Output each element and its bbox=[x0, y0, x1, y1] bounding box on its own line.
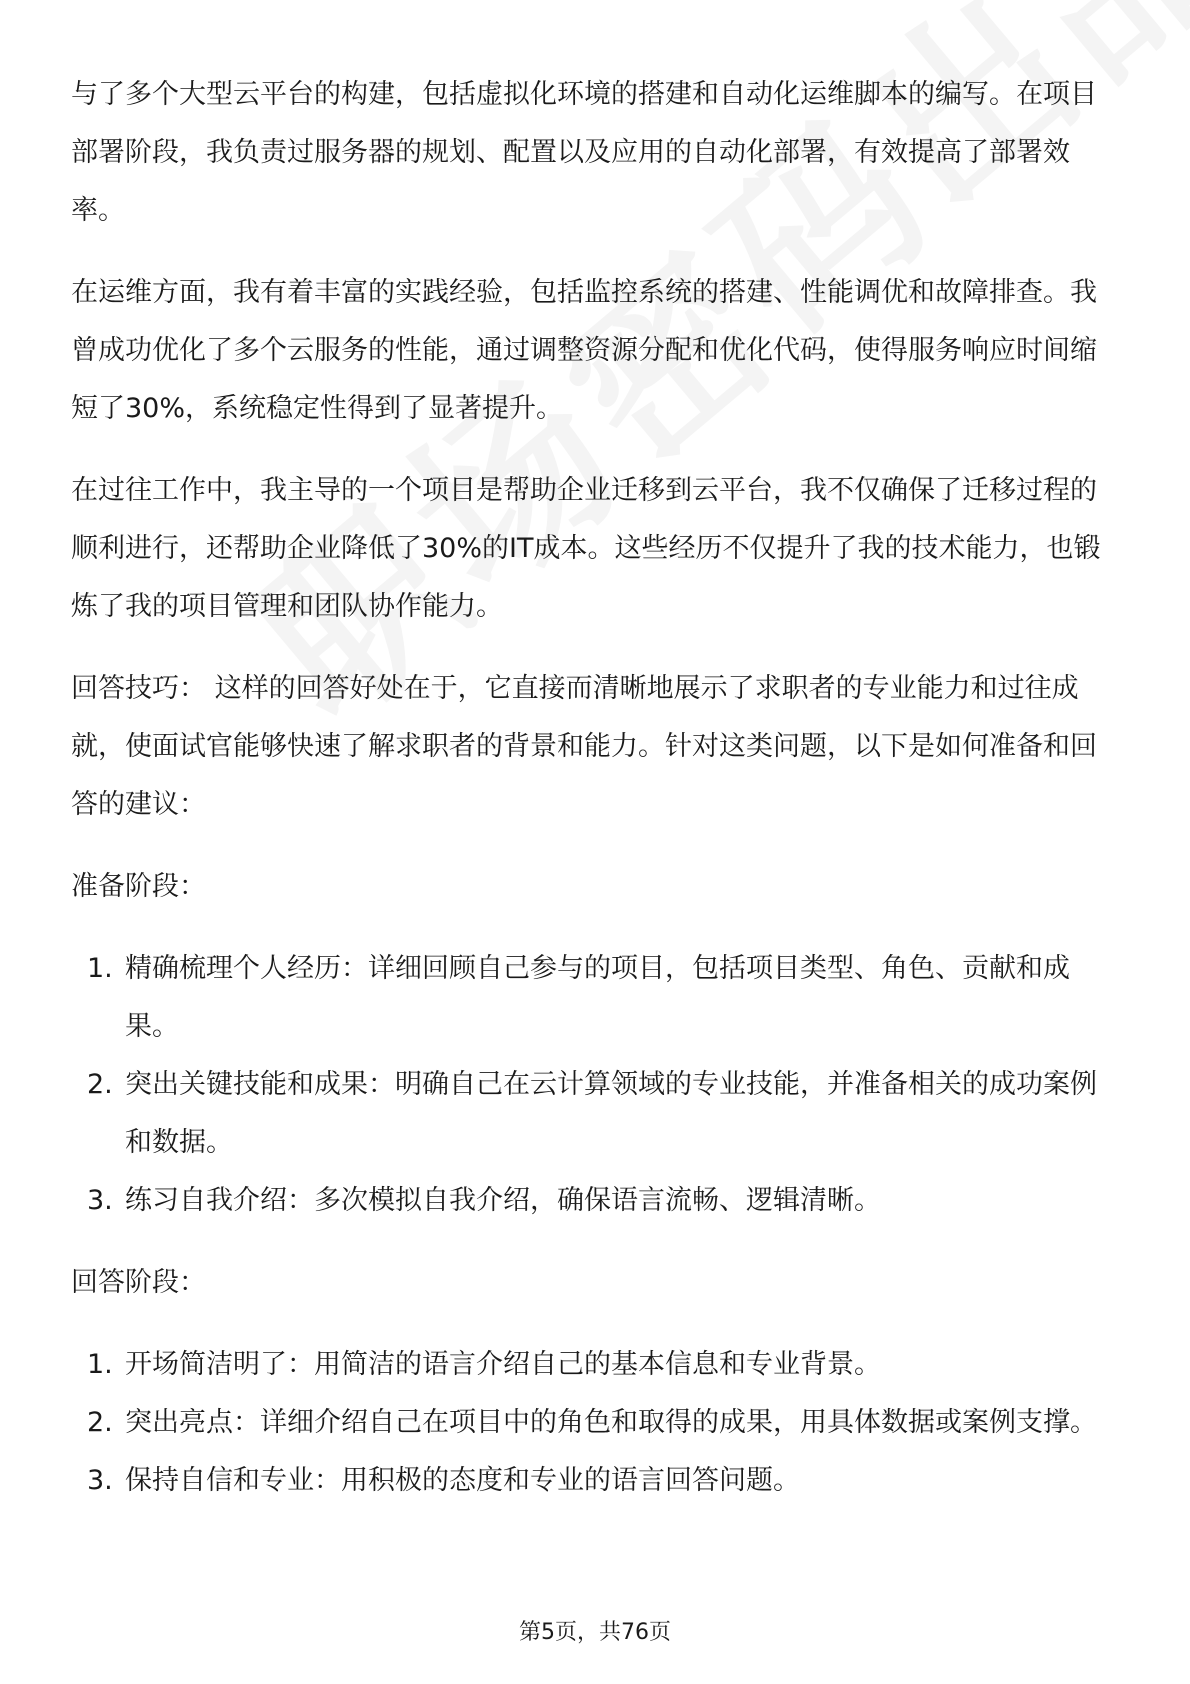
list-number: 2. bbox=[87, 1069, 113, 1100]
prep-stage-list bbox=[71, 940, 1121, 1230]
paragraph: 在过往工作中，我主导的一个项目是帮助企业迁移到云平台，我不仅确保了迁移过程的顺利进行，还帮助企业降低了30%的IT成本。这些经历不仅提升了我的技术能力，也锻炼了我的项目管理和团队协作能力。 bbox=[71, 475, 1101, 622]
list-item bbox=[71, 1452, 1121, 1510]
paragraph: 与了多个大型云平台的构建，包括虚拟化环境的搭建和自动化运维脚本的编写。在项目部署阶段，我负责过服务器的规划、配置以及应用的自动化部署，有效提高了部署效率。 bbox=[71, 79, 1097, 226]
paragraph: 在运维方面，我有着丰富的实践经验，包括监控系统的搭建、性能调优和故障排查。我曾成功优化了多个云服务的性能，通过调整资源分配和优化代码，使得服务响应时间缩短了30%，系统稳定性得到了显著提升。 bbox=[71, 277, 1097, 424]
list-item-text: 练习自我介绍：多次模拟自我介绍，确保语言流畅、逻辑清晰。 bbox=[125, 1185, 881, 1216]
list-number: 3. bbox=[87, 1185, 113, 1216]
list-item-text: 突出亮点：详细介绍自己在项目中的角色和取得的成果，用具体数据或案例支撑。 bbox=[125, 1407, 1097, 1438]
list-item bbox=[71, 1394, 1121, 1452]
list-number: 2. bbox=[87, 1407, 113, 1438]
answer-stage-list bbox=[71, 1336, 1121, 1510]
list-number: 3. bbox=[87, 1465, 113, 1496]
prep-stage-heading: 准备阶段： bbox=[71, 871, 206, 902]
list-item-text: 保持自信和专业：用积极的态度和专业的语言回答问题。 bbox=[125, 1465, 800, 1496]
answer-tips-paragraph: 回答技巧： 这样的回答好处在于，它直接而清晰地展示了求职者的专业能力和过往成就，使面试官能够快速了解求职者的背景和能力。针对这类问题，以下是如何准备和回答的建议： bbox=[71, 673, 1097, 820]
document-body bbox=[71, 66, 1121, 1534]
list-item-text: 精确梳理个人经历：详细回顾自己参与的项目，包括项目类型、角色、贡献和成果。 bbox=[125, 953, 1070, 1042]
list-item bbox=[71, 940, 1121, 1056]
list-number: 1. bbox=[87, 1349, 113, 1380]
list-item bbox=[71, 1336, 1121, 1394]
answer-stage-heading: 回答阶段： bbox=[71, 1267, 206, 1298]
page-number-footer: 第5页，共76页 bbox=[519, 1620, 671, 1645]
list-item bbox=[71, 1056, 1121, 1172]
list-item bbox=[71, 1172, 1121, 1230]
list-item-text: 开场简洁明了：用简洁的语言介绍自己的基本信息和专业背景。 bbox=[125, 1349, 881, 1380]
list-item-text: 突出关键技能和成果：明确自己在云计算领域的专业技能，并准备相关的成功案例和数据。 bbox=[125, 1069, 1097, 1158]
list-number: 1. bbox=[87, 953, 113, 984]
